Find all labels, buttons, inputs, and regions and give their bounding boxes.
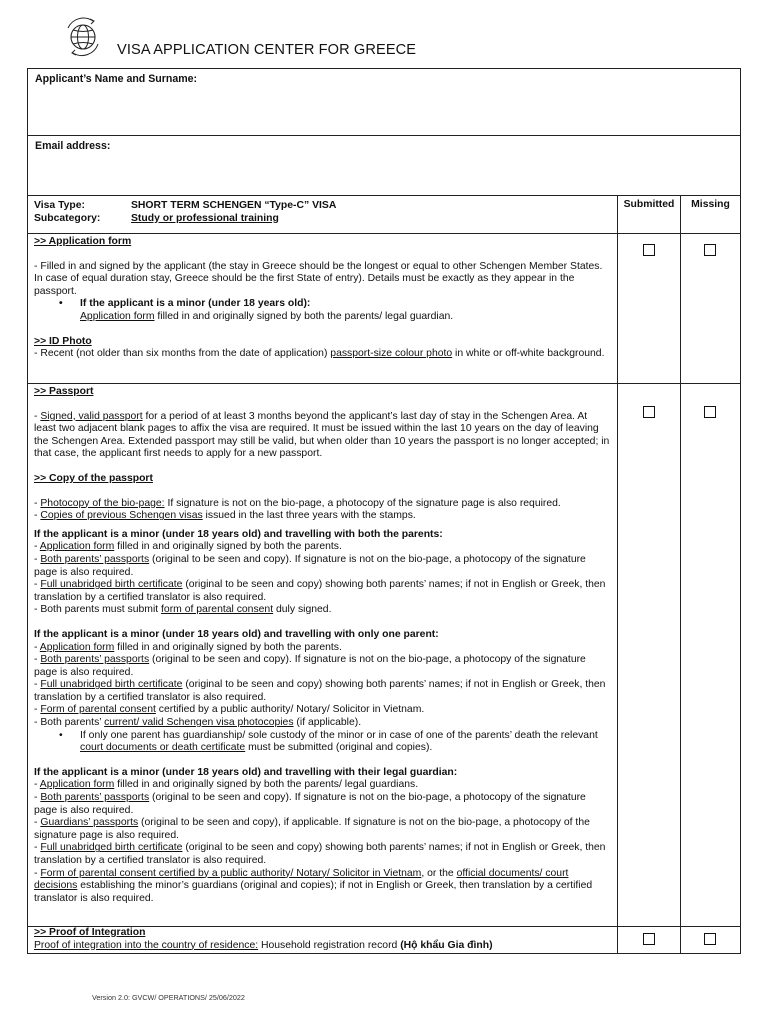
application-form-missing-checkbox[interactable] [704, 244, 716, 256]
email-field[interactable] [28, 136, 740, 196]
application-form-cell [28, 234, 618, 383]
application-form-text: - Filled in and signed by the applicant (the stay in Greece should be the longest or equal to other Schengen Member States. In case of equal duration stay, Greece should be the first State of entry). Details must be exactly as they appear in the passport. [34, 260, 603, 297]
minor-guardian-guardians-link: Guardians’ passports [40, 817, 139, 829]
integration-title: >> Proof of Integration [34, 927, 146, 938]
integration-link: Proof of integration into the country of residence: [34, 939, 259, 951]
passport-link: Signed, valid passport [40, 410, 143, 422]
minor-guardian-consent-link: Form of parental consent certified by a public authority/ Notary/ Solicitor in Vietnam [40, 867, 422, 879]
minor-one-visa-text-b: (if applicable). [293, 717, 362, 729]
schengen-visas-text: issued in the last three years with the stamps. [202, 510, 416, 522]
minor-guardian-application-link: Application form [39, 779, 115, 791]
applicant-name-label: Applicant’s Name and Surname: [35, 73, 198, 85]
passport-submitted-cell [618, 384, 681, 926]
passport-missing-cell [681, 384, 740, 926]
id-photo-title: >> ID Photo [34, 335, 92, 347]
page-title: VISA APPLICATION CENTER FOR GREECE [117, 42, 417, 58]
integration-cell [28, 927, 618, 953]
minor-both-consent-link: form of parental consent [161, 604, 274, 616]
minor-both-birth-text: (original to be seen and copy) showing both parents’ names; if not in English or Greek, then translation by a certified translator is also required. [34, 579, 606, 603]
integration-missing-checkbox[interactable] [704, 933, 716, 945]
minor-both-application-text: filled in and originally signed by both the parents. [114, 541, 342, 553]
application-form-missing-cell [681, 234, 740, 383]
application-form-submitted-cell [618, 234, 681, 383]
bio-page-text: If signature is not on the bio-page, a photocopy of the signature page is also required. [164, 497, 561, 509]
minor-both-passports-text: (original to be seen and copy). If signature is not on the bio-page, a photocopy of the signature page is also required. [34, 553, 586, 578]
integration-submitted-checkbox[interactable] [643, 933, 655, 945]
integration-text: Household registration record [258, 939, 401, 951]
passport-title: >> Passport [34, 386, 94, 397]
visa-type-cell [28, 196, 618, 233]
id-photo-link: passport-size colour photo [330, 348, 453, 360]
passport-row [28, 384, 740, 927]
passport-cell: >> Passport - Signed, valid passport for a period of at least 3 months beyond the applicant’s last day of stay in the Schengen Area. At least two adjacent blank pages to affix the visa are required. It must be issued within the last 10 years on the day of leaving the Schengen Area. Extended passport may still be valid, but when older than 10 years the passport is no longer accepted; in that case, the applicant first needs to apply for a new passport. >> Copy of the passport - Photocopy of the bio-page: If signature is not on the bio-page, a photocopy of the signature page is also required. - Copies of previous Schengen visas issued in the last three years with the stamps. If the applicant is a minor (under 18 years old) and travelling with both the parents: - Application form filled in and originally signed by both the parents. - Both parents’ passports (original to be seen and copy). If signature is not on the bio-page, a photocopy of the signature page is also required. - Full unabridged birth certificate (original to be seen and copy) showing both parents’ names; if not in English or Greek, then translation by a certified translator is also required. - Both parents must submit form of parental consent duly signed. If the applicant is a minor (under 18 years old) and travelling with only one parent: - Application form filled in and originally signed by both the parents. - Both parents’ passports (original to be seen and copy). If signature is not on the bio-page, a photocopy of the signature page is also required. - Full unabridged birth certificate (original to be seen and copy) showing both parents’ names; if not in English or Greek, then translation by a certified translator is also required. - Form of parental consent certified by a public authority/ Notary/ Solicitor in Vietnam. - Both parents’ current/ valid Schengen visa photocopies (if applicable). • If only one parent has guardianship/ sole custody of the minor or in case of one of the parents’ death the relevant court documents or death certificate must be submitted (original and copies). If the applicant is a minor (under 18 years old) and travelling with their legal guardian: - Application form filled in and originally signed by both the parents/ legal guardians. - Both parents’ passports (original to be seen and copy). If signature is not on the bio-page, a photocopy of the signature page is also required. - Guardians’ passports (original to be seen and copy), if applicable. If signature is not on the bio-page, a photocopy of the signature page is also required. - Full unabridged birth certificate (original to be seen and copy) showing both parents’ names; if not in English or Greek, then translation by a certified translator is also required. - Form of parental consent certified by a public authority/ Notary/ Solicitor in Vietnam, or the official documents/ court decisions establishing the minor’s guardians (original and copies); if not in English or Greek, then translation by a certified translator is also required. [28, 384, 618, 926]
minor-guardian-title: If the applicant is a minor (under 18 years old) and travelling with their legal guardian: [34, 766, 458, 778]
version-footer: Version 2.0: GVCW/ OPERATIONS/ 25/06/2022 [92, 993, 245, 1002]
schengen-visas-link: Copies of previous Schengen visas [40, 510, 203, 522]
minor-one-application-text: filled in and originally signed by both the parents. [114, 641, 342, 653]
minor-guardian-passports-text: (original to be seen and copy). If signature is not on the bio-page, a photocopy of the signature page is also required. [34, 792, 586, 816]
minor-one-passports-text: (original to be seen and copy). If signature is not on the bio-page, a photocopy of the signature page is also required. [34, 654, 586, 678]
minor-guardian-official-docs-link: official documents/ court decisions [34, 867, 569, 892]
minor-guardian-or-text: , or the [421, 867, 457, 879]
passport-missing-checkbox[interactable] [704, 406, 716, 418]
minor-one-visa-text-a: - Both parents’ [34, 717, 105, 729]
id-photo-text-a: - Recent (not older than six months from the date of application) [34, 348, 331, 360]
minor-guardian-birth-text: (original to be seen and copy) showing both parents’ names; if not in English or Greek, then translation by a certified translator is also required. [34, 842, 606, 866]
minor-both-application-link: Application form [39, 541, 115, 553]
email-label: Email address: [35, 140, 111, 152]
minor-one-consent-link: Form of parental consent [40, 704, 156, 716]
integration-bold-text: (Hộ khẩu Gia đình) [400, 939, 493, 951]
visa-type-label: Visa Type: [34, 200, 86, 211]
minor-both-title: If the applicant is a minor (under 18 years old) and travelling with both the parents: [34, 528, 443, 540]
missing-header: Missing [691, 199, 730, 210]
minor-guardian-application-text: filled in and originally signed by both the parents/ legal guardians. [114, 779, 419, 791]
minor-application-form-text: filled in and originally signed by both the parents/ legal guardian. [154, 310, 454, 322]
minor-one-birth-text: (original to be seen and copy) showing both parents’ names; if not in English or Greek, then translation by a certified translator is also required. [34, 679, 606, 703]
minor-guardian-guardians-text: (original to be seen and copy), if applicable. If signature is not on the bio-page, a photocopy of the signature page is also required. [34, 817, 590, 841]
submitted-header: Submitted [618, 196, 681, 233]
globe-logo-icon [60, 14, 106, 60]
copy-passport-title: >> Copy of the passport [34, 472, 153, 484]
minor-application-form-link: Application form [80, 310, 155, 322]
application-form-row [28, 234, 740, 384]
minor-both-birth-link: Full unabridged birth certificate [40, 579, 183, 591]
integration-submitted-cell [618, 927, 681, 953]
id-photo-text-b: in white or off-white background. [452, 348, 605, 360]
minor-one-consent-text: certified by a public authority/ Notary/ Solicitor in Vietnam. [155, 704, 425, 716]
minor-both-consent-text-a: - Both parents must submit [34, 604, 162, 616]
application-form-submitted-checkbox[interactable] [643, 244, 655, 256]
visa-type-row [28, 196, 740, 234]
subcategory-label: Subcategory: [34, 212, 101, 224]
minor-both-consent-text-b: duly signed. [273, 604, 332, 616]
minor-guardian-passports-link: Both parents’ passports [40, 792, 150, 804]
visa-type-value: SHORT TERM SCHENGEN “Type-C” VISA [131, 200, 337, 211]
minor-one-application-link: Application form [39, 641, 115, 653]
passport-text: for a period of at least 3 months beyond the applicant’s last day of stay in the Schengen Area. At least two adjacent blank pages to affix the visa are required. It must be issued within the last 10 years on the day of leaving the Schengen Area. Extended passport may still be valid, but when older than 10 years the passport is no longer accepted; in that case, the applicant first needs to apply for a new passport. [34, 410, 610, 460]
minor-one-birth-link: Full unabridged birth certificate [40, 679, 183, 691]
applicant-name-field[interactable] [28, 69, 740, 136]
minor-one-custody-text-b: must be submitted (original and copies). [245, 742, 433, 754]
minor-one-passports-link: Both parents’ passports [40, 654, 150, 666]
minor-one-title: If the applicant is a minor (under 18 years old) and travelling with only one parent: [34, 628, 439, 640]
minor-guardian-birth-link: Full unabridged birth certificate [40, 842, 183, 854]
minor-one-court-link: court documents or death certificate [80, 742, 246, 754]
checklist-form [27, 68, 741, 954]
minor-both-passports-link: Both parents’ passports [40, 553, 150, 565]
bio-page-link: Photocopy of the bio-page: [40, 497, 165, 509]
minor-one-visa-link: current/ valid Schengen visa photocopies [104, 717, 294, 729]
minor-one-custody-text-a: If only one parent has guardianship/ sole custody of the minor or in case of one of the parents’ death the relevant [80, 729, 598, 741]
subcategory-value: Study or professional training [131, 212, 279, 224]
integration-missing-cell [681, 927, 740, 953]
minor-guardian-official-docs-text: establishing the minor’s guardians (original and copies); if not in English or Greek, then translation by a certified translator is also required. [34, 880, 593, 904]
integration-row [28, 927, 740, 953]
minor-bullet: • If the applicant is a minor (under 18 years old): [34, 298, 611, 311]
passport-submitted-checkbox[interactable] [643, 406, 655, 418]
application-form-title: >> Application form [34, 236, 132, 247]
